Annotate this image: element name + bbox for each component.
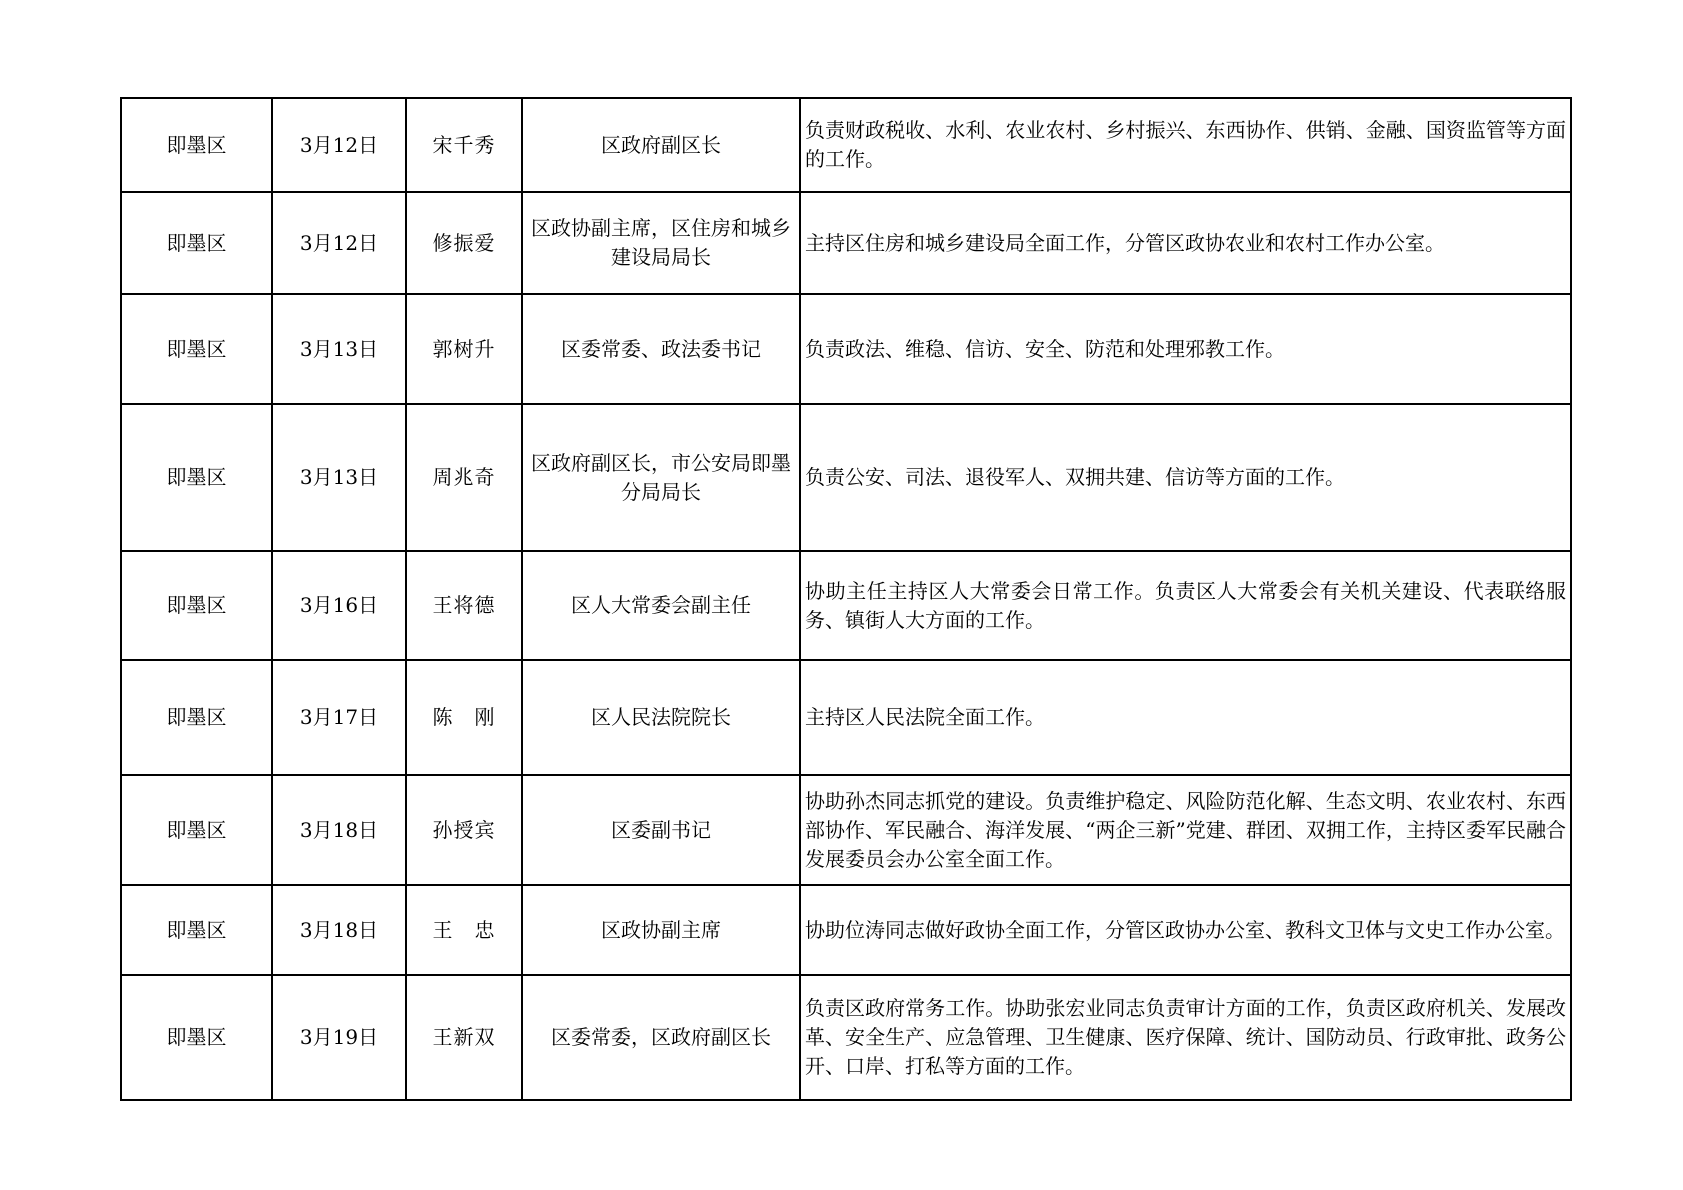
table-row — [121, 294, 1571, 404]
date-cell: 3月18日 — [272, 775, 406, 885]
position-cell: 区人民法院院长 — [522, 660, 800, 775]
duties-cell: 协助位涛同志做好政协全面工作，分管区政协办公室、教科文卫体与文史工作办公室。 — [800, 885, 1571, 975]
name-cell: 王新双 — [406, 975, 522, 1100]
date-cell: 3月16日 — [272, 551, 406, 660]
district-cell: 即墨区 — [121, 294, 272, 404]
table-row — [121, 98, 1571, 192]
district-cell: 即墨区 — [121, 885, 272, 975]
name-cell: 周兆奇 — [406, 404, 522, 551]
duties-cell: 负责公安、司法、退役军人、双拥共建、信访等方面的工作。 — [800, 404, 1571, 551]
district-cell: 即墨区 — [121, 98, 272, 192]
table-row — [121, 660, 1571, 775]
name-cell: 宋千秀 — [406, 98, 522, 192]
duties-cell: 协助孙杰同志抓党的建设。负责维护稳定、风险防范化解、生态文明、农业农村、东西部协作、军民融合、海洋发展、“两企三新”党建、群团、双拥工作，主持区委军民融合发展委员会办公室全面工作。 — [800, 775, 1571, 885]
district-cell: 即墨区 — [121, 404, 272, 551]
duties-cell: 主持区住房和城乡建设局全面工作，分管区政协农业和农村工作办公室。 — [800, 192, 1571, 294]
district-cell: 即墨区 — [121, 660, 272, 775]
table-row — [121, 404, 1571, 551]
table-row — [121, 192, 1571, 294]
date-cell: 3月17日 — [272, 660, 406, 775]
duties-cell: 协助主任主持区人大常委会日常工作。负责区人大常委会有关机关建设、代表联络服务、镇街人大方面的工作。 — [800, 551, 1571, 660]
table-row — [121, 775, 1571, 885]
table-row — [121, 551, 1571, 660]
district-cell: 即墨区 — [121, 551, 272, 660]
district-cell: 即墨区 — [121, 192, 272, 294]
position-cell: 区政协副主席 — [522, 885, 800, 975]
name-cell: 修振爱 — [406, 192, 522, 294]
date-cell: 3月13日 — [272, 294, 406, 404]
name-cell: 陈 刚 — [406, 660, 522, 775]
duties-cell: 负责区政府常务工作。协助张宏业同志负责审计方面的工作，负责区政府机关、发展改革、安全生产、应急管理、卫生健康、医疗保障、统计、国防动员、行政审批、政务公开、口岸、打私等方面的工作。 — [800, 975, 1571, 1100]
position-cell: 区委常委，区政府副区长 — [522, 975, 800, 1100]
date-cell: 3月12日 — [272, 98, 406, 192]
position-cell: 区政协副主席，区住房和城乡建设局局长 — [522, 192, 800, 294]
table-body — [121, 98, 1571, 1100]
table-row — [121, 975, 1571, 1100]
date-cell: 3月19日 — [272, 975, 406, 1100]
duties-cell: 负责财政税收、水利、农业农村、乡村振兴、东西协作、供销、金融、国资监管等方面的工作。 — [800, 98, 1571, 192]
position-cell: 区政府副区长，市公安局即墨分局局长 — [522, 404, 800, 551]
name-cell: 郭树升 — [406, 294, 522, 404]
name-cell: 王将德 — [406, 551, 522, 660]
district-cell: 即墨区 — [121, 775, 272, 885]
duties-cell: 负责政法、维稳、信访、安全、防范和处理邪教工作。 — [800, 294, 1571, 404]
duties-cell: 主持区人民法院全面工作。 — [800, 660, 1571, 775]
date-cell: 3月18日 — [272, 885, 406, 975]
cadre-schedule-table — [120, 97, 1572, 1101]
district-cell: 即墨区 — [121, 975, 272, 1100]
position-cell: 区人大常委会副主任 — [522, 551, 800, 660]
date-cell: 3月12日 — [272, 192, 406, 294]
position-cell: 区政府副区长 — [522, 98, 800, 192]
position-cell: 区委常委、政法委书记 — [522, 294, 800, 404]
position-cell: 区委副书记 — [522, 775, 800, 885]
name-cell: 孙授宾 — [406, 775, 522, 885]
table-row — [121, 885, 1571, 975]
name-cell: 王 忠 — [406, 885, 522, 975]
date-cell: 3月13日 — [272, 404, 406, 551]
